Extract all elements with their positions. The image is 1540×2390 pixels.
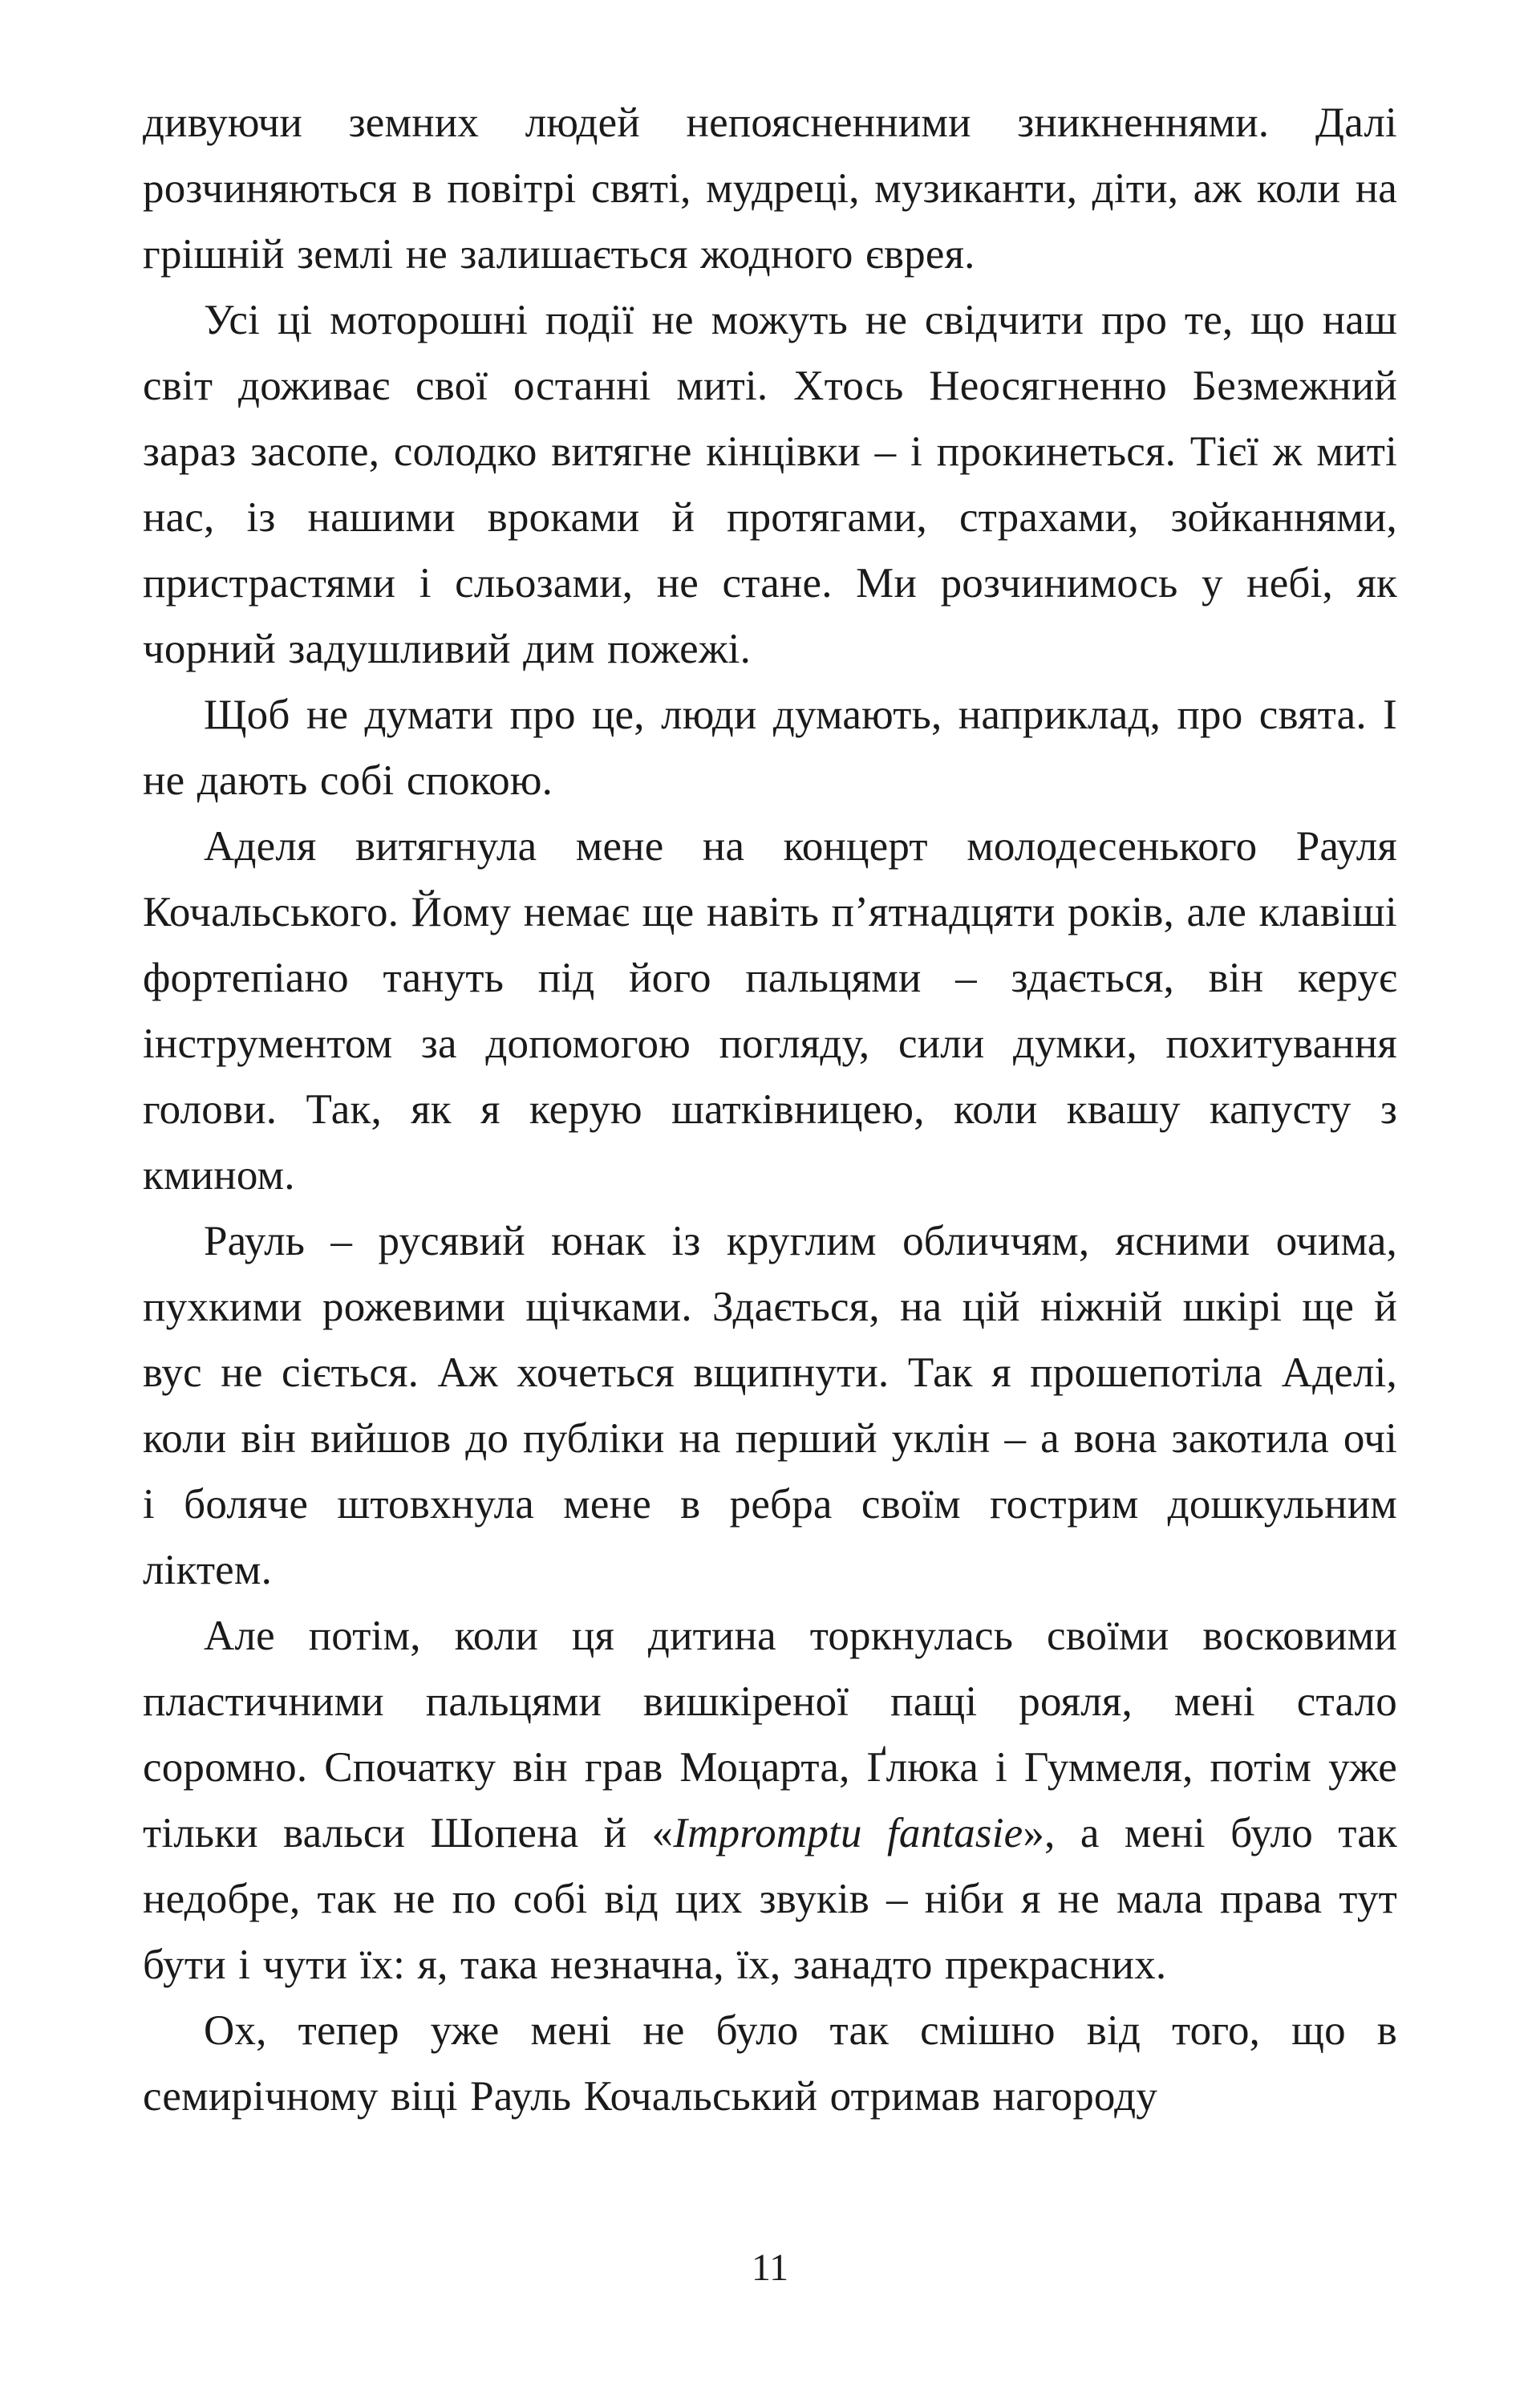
paragraph — [143, 814, 1397, 1208]
paragraph — [143, 1998, 1397, 2129]
paragraph — [143, 682, 1397, 814]
paragraph-text: Усі ці моторошні події не можуть не свідчити про те, що наш світ доживає свої останні миті. Хтось Неосягненно Безмежний зараз засопе, солодко витягне кінцівки – і прокинеться. Тієї ж миті нас, із нашими вроками й протягами, страхами, зойканнями, пристрастями і сльозами, не стане. Ми розчинимось у небі, як чорний задушливий дим пожежі. — [143, 297, 1397, 672]
paragraph — [143, 1208, 1397, 1603]
paragraph-text: дивуючи земних людей непоясненними зникненнями. Далі розчиняються в повітрі святі, мудреці, музиканти, діти, аж коли на грішній землі не залишається жодного єврея. — [143, 99, 1397, 278]
paragraph-text: Але потім, коли ця дитина торкнулась своїми восковими пластичними пальцями вишкіреної пащі рояля, мені стало соромно. Спочатку він грав Моцарта, Ґлюка і Гуммеля, потім уже тільки вальси Шопена й « — [143, 1613, 1397, 1856]
paragraph-text: Ох, тепер уже мені не було так смішно від того, що в семирічному віці Рауль Кочальський отримав нагороду — [143, 2007, 1397, 2120]
paragraph-text: », а мені було так недобре, так не по собі від цих звуків – ніби я не мала права тут бути і чути їх: я, така незначна, їх, занадто прекрасних. — [143, 1810, 1397, 1988]
page-text — [143, 90, 1397, 2129]
paragraph — [143, 287, 1397, 682]
paragraph-text: Щоб не думати про це, люди думають, наприклад, про свята. І не дають собі спокою. — [143, 692, 1397, 804]
page-number: 11 — [751, 2246, 789, 2289]
paragraph — [143, 90, 1397, 287]
paragraph — [143, 1603, 1397, 1998]
italic-piece-title: Impromptu fantasie — [673, 1810, 1023, 1856]
paragraph-text: Аделя витягнула мене на концерт молодесенького Рауля Кочальського. Йому немає ще навіть п’ятнадцяти років, але клавіші фортепіано тануть під його пальцями – здається, він керує інструментом за допомогою погляду, сили думки, похитування голови. Так, як я керую шатківницею, коли квашу капусту з кмином. — [143, 823, 1397, 1199]
paragraph-text: Рауль – русявий юнак із круглим обличчям, ясними очима, пухкими рожевими щічками. Здається, на цій ніжній шкірі ще й вус не сіється. Аж хочеться вщипнути. Так я прошепотіла Аделі, коли він вийшов до публіки на перший уклін – а вона закотила очі і боляче штовхнула мене в ребра своїм гострим дошкульним ліктем. — [143, 1218, 1397, 1593]
